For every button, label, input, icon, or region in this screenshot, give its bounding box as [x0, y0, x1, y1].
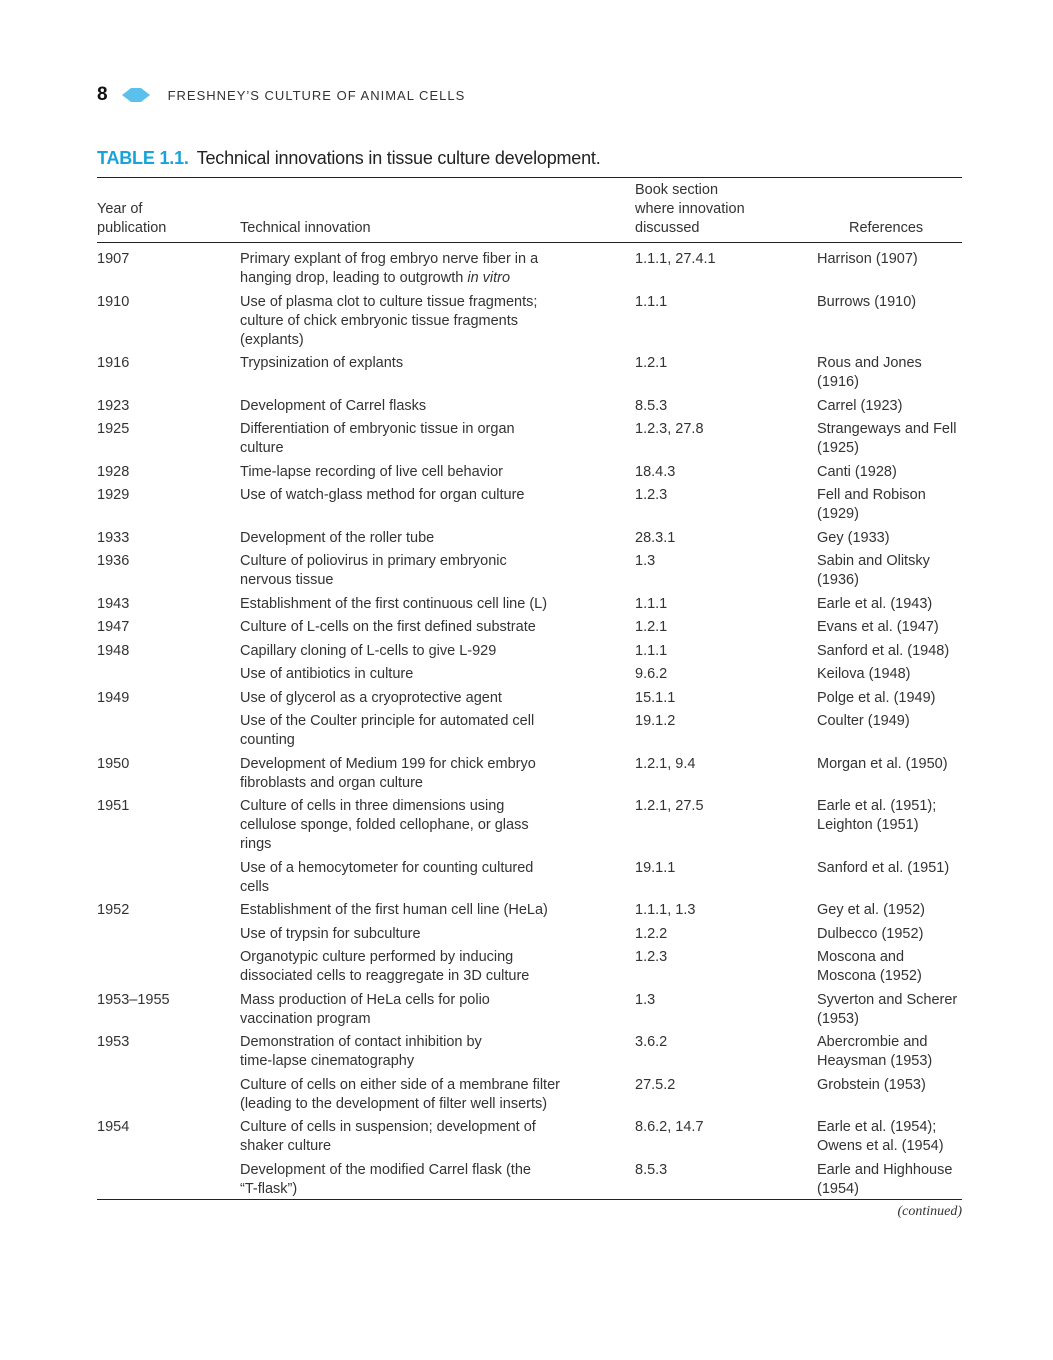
- table-row: [97, 1076, 962, 1114]
- table-row: [97, 665, 962, 684]
- innovation-line: Use of watch-glass method for organ culture: [240, 487, 525, 503]
- section-cell: 1.1.1, 1.3: [635, 902, 696, 918]
- reference-line: (1929): [817, 506, 859, 522]
- year-cell: 1949: [97, 689, 130, 706]
- reference-line: Owens et al. (1954): [817, 1138, 944, 1154]
- table-row: [97, 529, 962, 548]
- section-cell: 8.5.3: [635, 397, 668, 414]
- references-cell: [817, 1161, 962, 1199]
- innovation-line: Differentiation of embryonic tissue in organ: [240, 421, 515, 437]
- innovation-line: Culture of cells in suspension; development of: [240, 1119, 536, 1135]
- innovation-line: nervous tissue: [240, 572, 334, 588]
- innovation-cell: [240, 901, 635, 920]
- references-cell: [817, 859, 962, 897]
- innovation-line: Establishment of the first human cell line (HeLa): [240, 902, 548, 918]
- innovation-line: Trypsinization of explants: [240, 355, 404, 371]
- section-cell: 8.6.2, 14.7: [635, 1119, 704, 1135]
- innovation-cell: [240, 797, 635, 854]
- innovation-cell: [240, 1033, 635, 1071]
- references-cell: [817, 595, 962, 614]
- innovation-line: Use of plasma clot to culture tissue fragments;: [240, 293, 538, 310]
- references-cell: [817, 552, 962, 590]
- table-title: Technical innovations in tissue culture development.: [196, 148, 601, 168]
- header-year-line: publication: [97, 220, 167, 236]
- references-cell: [817, 293, 962, 350]
- innovation-line: (explants): [240, 331, 304, 348]
- innovation-line: Mass production of HeLa cells for polio: [240, 991, 490, 1008]
- innovation-line: Demonstration of contact inhibition by: [240, 1034, 482, 1050]
- references-cell: [817, 689, 962, 708]
- section-cell: 1.2.1, 9.4: [635, 755, 696, 772]
- reference-line: (1936): [817, 572, 859, 588]
- table-header-rule: [97, 242, 962, 243]
- table-row: [97, 1033, 962, 1071]
- year-cell: 1910: [97, 293, 130, 310]
- table-body: [97, 250, 962, 1203]
- section-cell: 1.2.1, 27.5: [635, 798, 704, 814]
- references-cell: [817, 755, 962, 793]
- innovation-line: Culture of cells in three dimensions using: [240, 798, 505, 814]
- table-row: [97, 354, 962, 392]
- references-cell: [817, 529, 962, 548]
- table-row: [97, 948, 962, 986]
- table-caption: [97, 148, 601, 169]
- innovation-cell: [240, 420, 635, 458]
- reference-line: Moscona and: [817, 949, 905, 965]
- reference-line: Fell and Robison: [817, 487, 926, 503]
- innovation-line: cellulose sponge, folded cellophane, or glass: [240, 817, 529, 833]
- reference-line: (1925): [817, 440, 859, 456]
- innovation-line: Development of the modified Carrel flask (the: [240, 1161, 531, 1178]
- innovation-cell: [240, 689, 635, 708]
- innovation-line: time-lapse cinematography: [240, 1053, 415, 1069]
- diamond-icon: [122, 87, 150, 103]
- table-bottom-rule: [97, 1199, 962, 1200]
- section-cell: 15.1.1: [635, 689, 676, 706]
- year-cell: 1943: [97, 595, 130, 612]
- table-row: [97, 925, 962, 944]
- reference-line: Leighton (1951): [817, 817, 919, 833]
- year-cell: 1953: [97, 1034, 130, 1050]
- header-references: References: [849, 220, 924, 236]
- innovation-line: Development of Carrel flasks: [240, 397, 427, 414]
- year-cell: 1907: [97, 251, 130, 267]
- year-cell: [97, 859, 240, 897]
- year-cell: [97, 665, 240, 684]
- reference-line: (1953): [817, 1010, 859, 1027]
- references-cell: [817, 420, 962, 458]
- section-cell: 28.3.1: [635, 529, 676, 546]
- header-innovation: Technical innovation: [240, 220, 371, 236]
- reference-line: Earle and Highhouse: [817, 1161, 953, 1178]
- innovation-line: Use of antibiotics in culture: [240, 666, 414, 682]
- innovation-cell: [240, 529, 635, 548]
- innovation-line: rings: [240, 836, 272, 852]
- section-cell: 3.6.2: [635, 1034, 668, 1050]
- table-row: [97, 552, 962, 590]
- table-row: [97, 463, 962, 482]
- year-cell: 1929: [97, 487, 130, 503]
- section-cell: 1.1.1: [635, 595, 668, 612]
- innovation-line: Development of Medium 199 for chick embryo: [240, 755, 536, 772]
- innovation-line: Development of the roller tube: [240, 529, 435, 546]
- running-head: [97, 82, 465, 108]
- innovation-cell: [240, 293, 635, 350]
- innovation-cell: [240, 486, 635, 524]
- year-cell: 1933: [97, 529, 130, 546]
- year-cell: 1954: [97, 1119, 130, 1135]
- references-cell: [817, 1076, 962, 1114]
- section-cell: 9.6.2: [635, 666, 668, 682]
- reference-line: Syverton and Scherer: [817, 991, 958, 1008]
- section-cell: 1.3: [635, 553, 656, 569]
- table-row: [97, 293, 962, 350]
- reference-line: Sanford et al. (1951): [817, 859, 950, 876]
- reference-line: Grobstein (1953): [817, 1076, 926, 1093]
- references-cell: [817, 1118, 962, 1156]
- innovation-line: “T-flask”): [240, 1180, 298, 1197]
- section-cell: 1.1.1, 27.4.1: [635, 251, 716, 267]
- year-cell: 1928: [97, 463, 130, 480]
- section-cell: 18.4.3: [635, 463, 676, 480]
- innovation-cell: [240, 755, 635, 793]
- year-cell: 1916: [97, 355, 130, 371]
- table-row: [97, 859, 962, 897]
- table-label: TABLE 1.1.: [97, 148, 189, 168]
- section-cell: 19.1.2: [635, 713, 676, 729]
- reference-line: Evans et al. (1947): [817, 619, 939, 635]
- references-cell: [817, 1033, 962, 1071]
- table-row: [97, 397, 962, 416]
- innovation-cell: [240, 991, 635, 1029]
- innovation-cell: [240, 1076, 635, 1114]
- section-cell: 1.2.1: [635, 619, 668, 635]
- innovation-cell: [240, 712, 635, 750]
- year-cell: [97, 1161, 240, 1199]
- reference-line: Sabin and Olitsky: [817, 553, 930, 569]
- innovation-line: Capillary cloning of L-cells to give L-929: [240, 642, 497, 659]
- innovation-line: Culture of cells on either side of a membrane filter: [240, 1076, 560, 1093]
- table-row: [97, 901, 962, 920]
- innovation-cell: [240, 1118, 635, 1156]
- reference-line: Gey et al. (1952): [817, 902, 925, 918]
- reference-line: Morgan et al. (1950): [817, 755, 948, 772]
- section-cell: 1.2.3: [635, 487, 668, 503]
- table-top-rule: [97, 177, 962, 178]
- references-cell: [817, 642, 962, 661]
- table-row: [97, 642, 962, 661]
- reference-line: Moscona (1952): [817, 968, 922, 984]
- innovation-line: Use of the Coulter principle for automated cell: [240, 713, 535, 729]
- table-row: [97, 486, 962, 524]
- reference-line: Polge et al. (1949): [817, 689, 936, 706]
- reference-line: Burrows (1910): [817, 293, 917, 310]
- year-cell: 1951: [97, 798, 130, 814]
- innovation-line: vaccination program: [240, 1010, 371, 1027]
- year-cell: 1952: [97, 902, 130, 918]
- innovation-line: culture: [240, 440, 284, 456]
- innovation-line: hanging drop, leading to outgrowth in vitro: [240, 270, 511, 286]
- section-cell: 8.5.3: [635, 1161, 668, 1178]
- reference-line: Dulbecco (1952): [817, 925, 924, 942]
- references-cell: [817, 797, 962, 854]
- reference-line: Canti (1928): [817, 463, 897, 480]
- references-cell: [817, 665, 962, 684]
- innovation-line: Use of a hemocytometer for counting cultured: [240, 859, 534, 876]
- innovation-line: Organotypic culture performed by inducing: [240, 949, 514, 965]
- innovation-line: Establishment of the first continuous cell line (L): [240, 595, 548, 612]
- reference-line: Earle et al. (1954);: [817, 1119, 937, 1135]
- innovation-line: (leading to the development of filter well inserts): [240, 1095, 548, 1112]
- reference-line: Gey (1933): [817, 529, 890, 546]
- references-cell: [817, 712, 962, 750]
- innovation-cell: [240, 948, 635, 986]
- section-cell: 1.2.3: [635, 949, 668, 965]
- header-section-line: Book section: [635, 182, 719, 198]
- year-cell: 1923: [97, 397, 130, 414]
- reference-line: Earle et al. (1943): [817, 595, 933, 612]
- reference-line: Rous and Jones: [817, 355, 922, 371]
- references-cell: [817, 486, 962, 524]
- section-cell: 1.3: [635, 991, 656, 1008]
- references-cell: [817, 901, 962, 920]
- header-book-section: [635, 181, 785, 238]
- year-cell: [97, 925, 240, 944]
- table-row: [97, 797, 962, 854]
- year-cell: 1948: [97, 642, 130, 659]
- reference-line: Abercrombie and: [817, 1034, 928, 1050]
- innovation-line: Culture of poliovirus in primary embryonic: [240, 553, 507, 569]
- innovation-line: cells: [240, 878, 270, 895]
- section-cell: 1.1.1: [635, 293, 668, 310]
- innovation-line: Time-lapse recording of live cell behavior: [240, 463, 503, 480]
- header-year: [97, 200, 217, 238]
- table-row: [97, 689, 962, 708]
- innovation-cell: [240, 397, 635, 416]
- table-row: [97, 991, 962, 1029]
- table-row: [97, 420, 962, 458]
- innovation-cell: [240, 463, 635, 482]
- table-row: [97, 1118, 962, 1156]
- table-row: [97, 250, 962, 288]
- innovation-line: counting: [240, 732, 295, 748]
- section-cell: 1.2.2: [635, 925, 668, 942]
- reference-line: Coulter (1949): [817, 713, 910, 729]
- section-cell: 27.5.2: [635, 1076, 676, 1093]
- year-cell: 1950: [97, 755, 130, 772]
- innovation-line: Use of trypsin for subculture: [240, 925, 421, 942]
- references-cell: [817, 925, 962, 944]
- header-section-line: discussed: [635, 220, 700, 236]
- table-row: [97, 618, 962, 637]
- year-cell: 1953–1955: [97, 991, 170, 1008]
- references-cell: [817, 948, 962, 986]
- reference-line: (1916): [817, 374, 859, 390]
- innovation-cell: [240, 859, 635, 897]
- table-row: [97, 755, 962, 793]
- references-cell: [817, 618, 962, 637]
- innovation-cell: [240, 1161, 635, 1199]
- continued-note: (continued): [897, 1204, 962, 1219]
- section-cell: 1.2.1: [635, 355, 668, 371]
- innovation-cell: [240, 665, 635, 684]
- innovation-cell: [240, 552, 635, 590]
- page-number: 8: [97, 84, 108, 105]
- section-cell: 1.2.3, 27.8: [635, 421, 704, 437]
- references-cell: [817, 354, 962, 392]
- year-cell: 1936: [97, 553, 130, 569]
- innovation-line: Use of glycerol as a cryoprotective agent: [240, 689, 502, 706]
- book-title: FRESHNEY’S CULTURE OF ANIMAL CELLS: [167, 87, 466, 103]
- innovation-cell: [240, 925, 635, 944]
- table-row: [97, 595, 962, 614]
- table-row: [97, 712, 962, 750]
- header-section-line: where innovation: [635, 201, 745, 217]
- reference-line: Strangeways and Fell: [817, 421, 957, 437]
- year-cell: 1947: [97, 619, 130, 635]
- section-cell: 1.1.1: [635, 642, 668, 659]
- section-cell: 19.1.1: [635, 859, 676, 876]
- references-cell: [817, 463, 962, 482]
- references-cell: [817, 397, 962, 416]
- year-cell: [97, 948, 240, 986]
- innovation-line: Culture of L-cells on the first defined substrate: [240, 619, 536, 635]
- reference-line: Keilova (1948): [817, 666, 911, 682]
- reference-line: Earle et al. (1951);: [817, 798, 937, 814]
- year-cell: [97, 1076, 240, 1114]
- reference-line: Heaysman (1953): [817, 1053, 933, 1069]
- reference-line: Harrison (1907): [817, 251, 918, 267]
- innovation-cell: [240, 250, 635, 288]
- reference-line: (1954): [817, 1180, 859, 1197]
- year-cell: 1925: [97, 421, 130, 437]
- year-cell: [97, 712, 240, 750]
- reference-line: Carrel (1923): [817, 397, 903, 414]
- innovation-cell: [240, 595, 635, 614]
- references-cell: [817, 991, 962, 1029]
- innovation-line: Primary explant of frog embryo nerve fiber in a: [240, 251, 539, 267]
- references-cell: [817, 250, 962, 288]
- innovation-cell: [240, 618, 635, 637]
- innovation-line: culture of chick embryonic tissue fragments: [240, 312, 519, 329]
- innovation-line: shaker culture: [240, 1138, 332, 1154]
- innovation-cell: [240, 642, 635, 661]
- innovation-line: fibroblasts and organ culture: [240, 774, 423, 791]
- reference-line: Sanford et al. (1948): [817, 642, 950, 659]
- table-row: [97, 1161, 962, 1199]
- table-header: [97, 183, 962, 241]
- innovation-line: dissociated cells to reaggregate in 3D culture: [240, 968, 530, 984]
- innovation-cell: [240, 354, 635, 392]
- header-year-line: Year of: [97, 201, 143, 217]
